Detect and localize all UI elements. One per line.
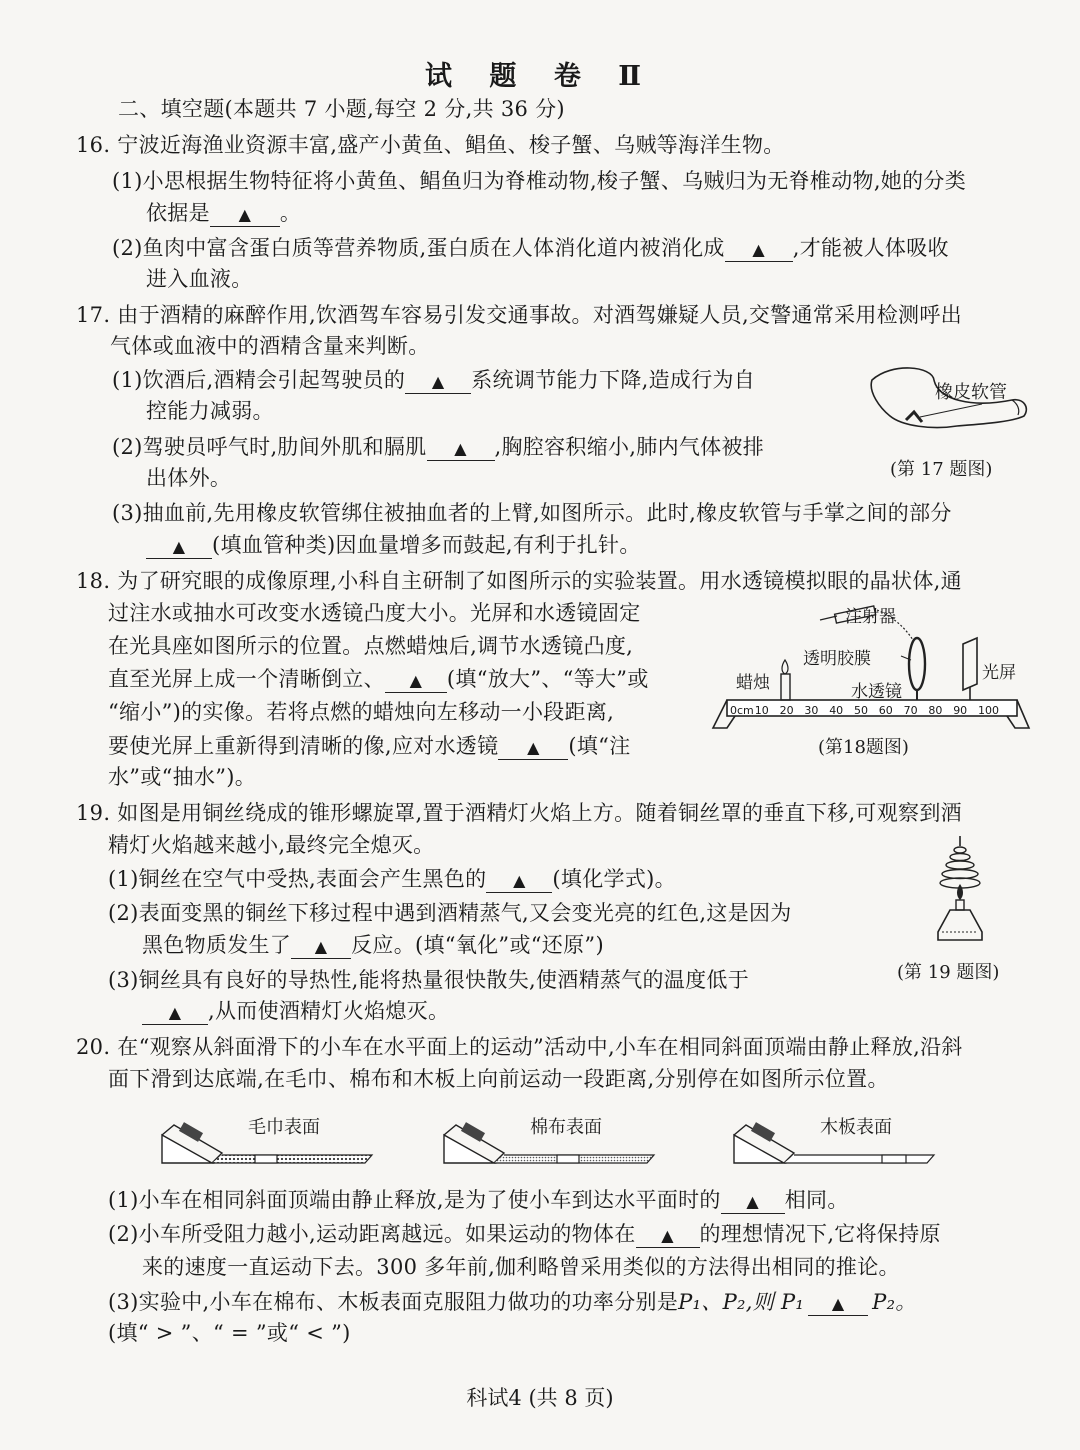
q19-part2-line1: (2)表面变黑的铜丝下移过程中遇到酒精蒸气,又会变光亮的红色,这是因为 — [108, 901, 792, 925]
q19-part3-suffix: ,从而使酒精灯火焰熄灭。 — [208, 999, 450, 1023]
section-heading: 二、填空题(本题共 7 小题,每空 2 分,共 36 分) — [118, 97, 565, 121]
q20-part3-line1 — [108, 1287, 917, 1317]
q20-part2-line2: 来的速度一直运动下去。300 多年前,伽利略曾采用类似的方法得出相同的推论。 — [142, 1255, 900, 1279]
answer-blank-17-3[interactable] — [146, 534, 212, 559]
fig19-caption: (第 19 题图) — [897, 962, 1000, 983]
q19-part1-suffix: (填化学式)。 — [552, 867, 676, 891]
answer-blank-20-3[interactable] — [808, 1291, 868, 1316]
q20-part3-prefix: (3)实验中,小车在棉布、木板表面克服阻力做功的功率分别是 — [108, 1290, 679, 1314]
q19-part3-line1: (3)铜丝具有良好的导热性,能将热量很快散失,使酒精蒸气的温度低于 — [108, 968, 749, 992]
q16-stem: 16. 宁波近海渔业资源丰富,盛产小黄鱼、鲳鱼、梭子蟹、乌贼等海洋生物。 — [76, 133, 785, 157]
blank-marker: ▲ — [168, 1003, 182, 1022]
blank-marker: ▲ — [454, 439, 467, 458]
q20-part3-suffix: P₂。 — [872, 1290, 917, 1314]
blank-marker: ▲ — [238, 205, 252, 224]
answer-blank-16-1[interactable] — [210, 202, 280, 227]
answer-blank-19-2[interactable] — [291, 934, 351, 959]
ruler-scale — [730, 704, 1000, 718]
blank-marker: ▲ — [513, 871, 526, 890]
ruler-tick-label: 10 — [754, 704, 769, 717]
ruler-tick-label: 70 — [903, 704, 918, 717]
q16-part1-suffix: 。 — [279, 201, 302, 225]
answer-blank-19-1[interactable] — [486, 868, 552, 893]
fig18-label-candle: 蜡烛 — [736, 673, 770, 693]
q17-part1-line2: 控能力减弱。 — [146, 399, 274, 423]
fig18-label-syringe: 注射器 — [845, 607, 896, 627]
ruler-tick-label: 50 — [854, 704, 868, 717]
surface-label-towel: 毛巾表面 — [248, 1117, 320, 1138]
q17-part3-suffix: (填血管种类)因血量增多而鼓起,有利于扎针。 — [212, 533, 641, 557]
q18-line4 — [108, 664, 649, 694]
q20-stem-line1: 20. 在“观察从斜面滑下的小车在水平面上的运动”活动中,小车在相同斜面顶端由静止释放,沿斜 — [76, 1035, 963, 1059]
blank-marker: ▲ — [527, 738, 540, 757]
q17-part3-line2 — [146, 530, 641, 560]
q20-part2-line1 — [108, 1219, 941, 1249]
q18-line6-suffix: (填“注 — [568, 734, 631, 758]
q18-line2: 过注水或抽水可改变水透镜凸度大小。光屏和水透镜固定 — [108, 601, 641, 625]
ruler-tick-label: 30 — [804, 704, 819, 717]
q18-line7: 水”或“抽水”)。 — [108, 765, 257, 789]
blank-marker: ▲ — [746, 1192, 760, 1211]
q16-part1-line1: (1)小思根据生物特征将小黄鱼、鲳鱼归为脊椎动物,梭子蟹、乌贼归为无脊椎动物,她的分类 — [112, 169, 966, 193]
blank-marker: ▲ — [752, 240, 766, 259]
ruler-tick-label: 20 — [779, 704, 794, 717]
q19-part2-prefix: 黑色物质发生了 — [142, 933, 292, 957]
q20-stem-line2: 面下滑到达底端,在毛巾、棉布和木板上向前运动一段距离,分别停在如图所示位置。 — [108, 1067, 889, 1091]
fig17-caption: (第 17 题图) — [890, 459, 993, 480]
q17-stem-line2: 气体或血液中的酒精含量来判断。 — [110, 334, 430, 358]
fig18-label-lens: 水透镜 — [851, 682, 902, 702]
surface-label-wood: 木板表面 — [820, 1117, 892, 1138]
page-title: 试 题 卷 Ⅱ — [425, 61, 655, 92]
page-footer: 科试4 (共 8 页) — [466, 1386, 614, 1410]
q18-line4-prefix: 直至光屏上成一个清晰倒立、 — [108, 667, 385, 691]
answer-blank-16-2[interactable] — [725, 237, 793, 262]
ruler-tick-label: 100 — [978, 704, 999, 717]
q17-part2-line1 — [112, 432, 764, 462]
q20-part3-mid: ,则 P₁ — [745, 1290, 805, 1314]
fig18-label-screen: 光屏 — [982, 663, 1016, 683]
q20-part1 — [108, 1185, 849, 1215]
q18-line6 — [108, 731, 631, 761]
answer-blank-18-2[interactable] — [498, 735, 568, 760]
copper-coil-lamp-figure — [920, 832, 1000, 952]
q18-line4-suffix: (填“放大”、“等大”或 — [446, 667, 649, 691]
q20-part2-suffix: 的理想情况下,它将保持原 — [699, 1222, 941, 1246]
q16-part2-line1 — [112, 233, 949, 263]
q20-power-vars: P₁、P₂ — [678, 1290, 746, 1314]
q16-part2-line2: 进入血液。 — [146, 267, 253, 291]
q17-part1-line1 — [112, 365, 755, 395]
q19-part1-prefix: (1)铜丝在空气中受热,表面会产生黑色的 — [108, 867, 487, 891]
q18-line5: “缩小”)的实像。若将点燃的蜡烛向左移动一小段距离, — [108, 700, 615, 724]
answer-blank-20-1[interactable] — [721, 1189, 785, 1214]
blank-marker: ▲ — [409, 671, 423, 690]
ruler-tick-label: 0cm — [730, 704, 754, 717]
q20-part2-prefix: (2)小车所受阻力越小,运动距离越远。如果运动的物体在 — [108, 1222, 636, 1246]
q17-part1-prefix: (1)饮酒后,酒精会引起驾驶员的 — [112, 368, 406, 392]
fig17-label-tube: 橡皮软管 — [935, 382, 1007, 403]
q16-part2-suffix: ,才能被人体吸收 — [792, 236, 949, 260]
q18-stem: 18. 为了研究眼的成像原理,小科自主研制了如图所示的实验装置。用水透镜模拟眼的晶状体,通 — [76, 569, 962, 593]
fig18-caption: (第18题图) — [818, 737, 909, 758]
q19-stem-line2: 精灯火焰越来越小,最终完全熄灭。 — [108, 833, 435, 857]
q19-part1 — [108, 864, 676, 894]
answer-blank-19-3[interactable] — [142, 1000, 208, 1025]
q20-part1-suffix: 相同。 — [784, 1188, 849, 1212]
q17-part3-line1: (3)抽血前,先用橡皮软管绑住被抽血者的上臂,如图所示。此时,橡皮软管与手掌之间的部分 — [112, 501, 952, 525]
fig18-label-film: 透明胶膜 — [803, 649, 871, 669]
blank-marker: ▲ — [314, 937, 328, 956]
q17-part2-prefix: (2)驾驶员呼气时,肋间外肌和膈肌 — [112, 435, 427, 459]
blank-marker: ▲ — [661, 1226, 674, 1245]
q19-stem-line1: 19. 如图是用铜丝绕成的锥形螺旋罩,置于酒精灯火焰上方。随着铜丝罩的垂直下移,可观察到酒 — [76, 801, 962, 825]
answer-blank-20-2[interactable] — [636, 1223, 700, 1248]
q18-line3: 在光具座如图所示的位置。点燃蜡烛后,调节水透镜凸度, — [108, 634, 634, 658]
answer-blank-17-1[interactable] — [405, 369, 471, 394]
q17-stem-line1: 17. 由于酒精的麻醉作用,饮酒驾车容易引发交通事故。对酒驾嫌疑人员,交警通常采用检测呼出 — [76, 303, 962, 327]
blank-marker: ▲ — [831, 1294, 845, 1313]
q19-part3-line2 — [142, 996, 449, 1026]
blank-marker: ▲ — [172, 537, 186, 556]
q19-part2-line2 — [142, 930, 604, 960]
q16-part2-prefix: (2)鱼肉中富含蛋白质等营养物质,蛋白质在人体消化道内被消化成 — [112, 236, 725, 260]
answer-blank-18-1[interactable] — [385, 668, 447, 693]
ruler-tick-label: 60 — [878, 704, 893, 717]
q17-part2-suffix: ,胸腔容积缩小,肺内气体被排 — [494, 435, 765, 459]
q16-part1-line2 — [146, 198, 301, 228]
q20-part1-prefix: (1)小车在相同斜面顶端由静止释放,是为了使小车到达水平面时的 — [108, 1188, 721, 1212]
blank-marker: ▲ — [431, 372, 445, 391]
answer-blank-17-2[interactable] — [427, 436, 495, 461]
ruler-tick-label: 80 — [928, 704, 943, 717]
q17-part2-line2: 出体外。 — [146, 466, 232, 490]
q17-part1-suffix: 系统调节能力下降,造成行为自 — [471, 368, 756, 392]
q20-part3-line2: (填“ > ”、“ = ”或“ < ”) — [108, 1321, 351, 1345]
ruler-tick-label: 90 — [953, 704, 968, 717]
q16-part1-prefix: 依据是 — [146, 201, 210, 225]
q18-line6-prefix: 要使光屏上重新得到清晰的像,应对水透镜 — [108, 734, 499, 758]
q19-part2-suffix: 反应。(填“氧化”或“还原”) — [351, 933, 604, 957]
ruler-tick-label: 40 — [829, 704, 844, 717]
surface-label-cotton: 棉布表面 — [530, 1117, 602, 1138]
